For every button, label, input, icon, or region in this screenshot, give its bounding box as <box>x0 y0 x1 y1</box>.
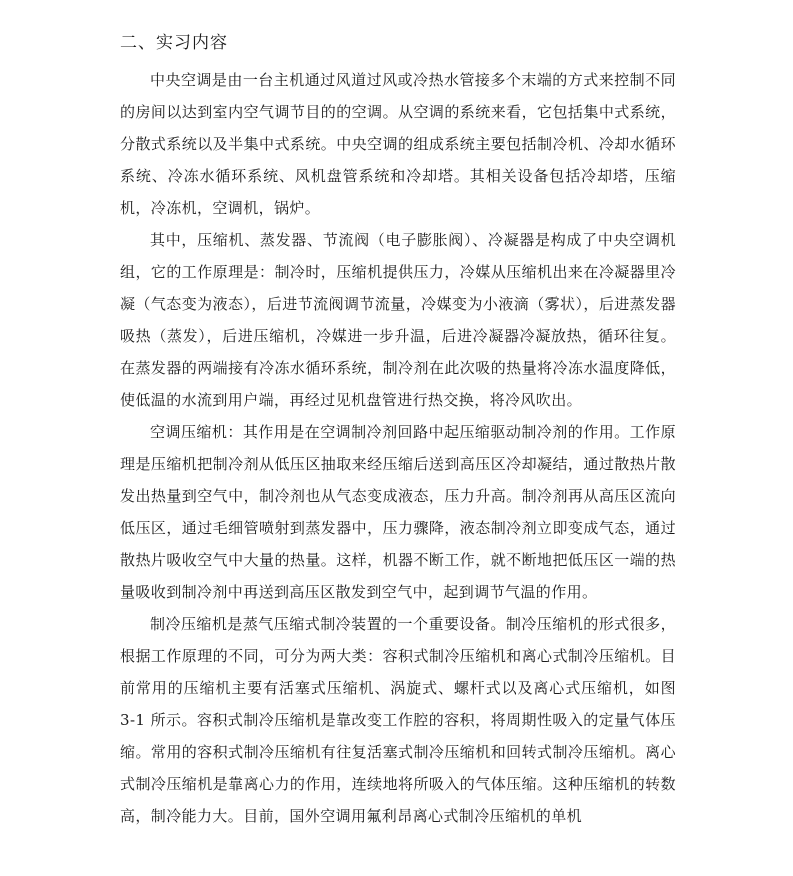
section-heading: 二、实习内容 <box>120 33 228 53</box>
paragraph-refrigeration-compressor: 制冷压缩机是蒸气压缩式制冷装置的一个重要设备。制冷压缩机的形式很多，根据工作原理的不同，可分为两大类：容积式制冷压缩机和离心式制冷压缩机。目前常用的压缩机主要有活塞式压缩机、涡旋式、螺杆式以及离心式压缩机，如图 3-1 所示。容积式制冷压缩机是靠改变工作腔的容积，将周期性吸入的定量气体压缩。常用的容积式制冷压缩机有往复活塞式制冷压缩机和回转式制冷压缩机。离心式制冷压缩机是靠离心力的作用，连续地将所吸入的气体压缩。这种压缩机的转数高，制冷能力大。目前，国外空调用氟利昂离心式制冷压缩机的单机 <box>120 615 676 825</box>
paragraph-ac-compressor: 空调压缩机：其作用是在空调制冷剂回路中起压缩驱动制冷剂的作用。工作原理是压缩机把制冷剂从低压区抽取来经压缩后送到高压区冷却凝结，通过散热片散发出热量到空气中，制冷剂也从气态变成液态，压力升高。制冷剂再从高压区流向低压区，通过毛细管喷射到蒸发器中，压力骤降，液态制冷剂立即变成气态，通过散热片吸收空气中大量的热量。这样，机器不断工作，就不断地把低压区一端的热量吸收到制冷剂中再送到高压区散发到空气中，起到调节气温的作用。 <box>120 423 676 601</box>
paragraph-central-ac-overview: 中央空调是由一台主机通过风道过风或冷热水管接多个末端的方式来控制不同的房间以达到室内空气调节目的的空调。从空调的系统来看，它包括集中式系统，分散式系统以及半集中式系统。中央空调的组成系统主要包括制冷机、冷却水循环系统、冷冻水循环系统、风机盘管系统和冷却塔。其相关设备包括冷却塔，压缩机，冷冻机，空调机，锅炉。 <box>120 71 676 217</box>
body-text <box>120 64 676 832</box>
paragraph-working-principle: 其中，压缩机、蒸发器、节流阀（电子膨胀阀）、冷凝器是构成了中央空调机组，它的工作原理是：制冷时，压缩机提供压力，冷媒从压缩机出来在冷凝器里冷凝（气态变为液态），后进节流阀调节流量，冷媒变为小液滴（雾状），后进蒸发器吸热（蒸发），后进压缩机，冷媒进一步升温，后进冷凝器冷凝放热，循环往复。在蒸发器的两端接有冷冻水循环系统，制冷剂在此次吸的热量将冷冻水温度降低，使低温的水流到用户端，再经过见机盘管进行热交换，将冷风吹出。 <box>120 231 676 409</box>
